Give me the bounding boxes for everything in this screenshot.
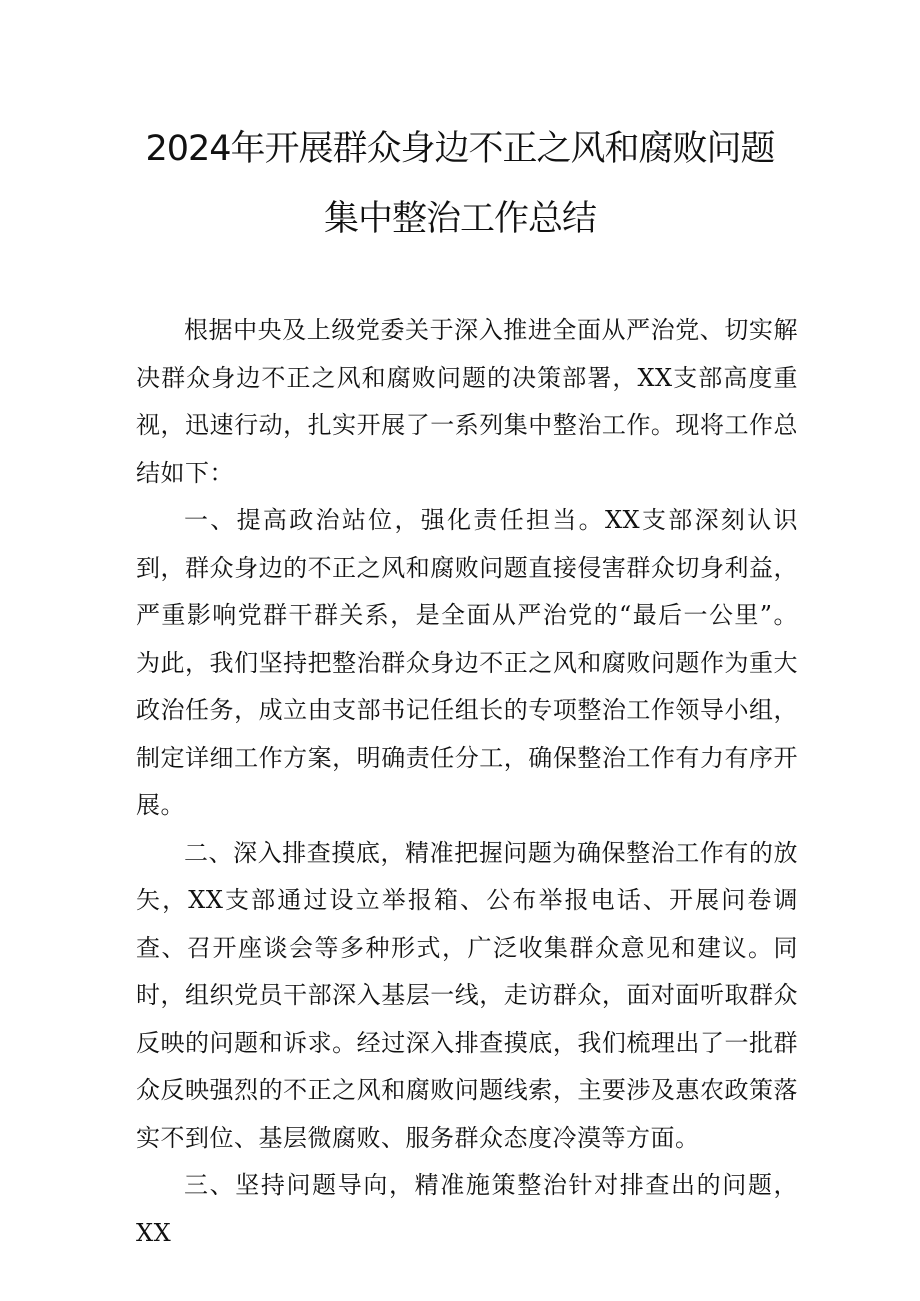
document-body	[136, 307, 798, 1257]
paragraph-section-1: 一、提高政治站位，强化责任担当。XX支部深刻认识到，群众身边的不正之风和腐败问题直接侵害群众切身利益，严重影响党群干群关系，是全面从严治党的“最后一公里”。为此，我们坚持把整治群众身边不正之风和腐败问题作为重大政治任务，成立由支部书记任组长的专项整治工作领导小组，制定详细工作方案，明确责任分工，确保整治工作有力有序开展。	[136, 506, 798, 819]
paragraph-intro: 根据中央及上级党委关于深入推进全面从严治党、切实解决群众身边不正之风和腐败问题的决策部署，XX支部高度重视，迅速行动，扎实开展了一系列集中整治工作。现将工作总结如下：	[136, 316, 798, 487]
document-title-line2: 集中整治工作总结	[323, 199, 596, 239]
paragraph-section-2: 二、深入排查摸底，精准把握问题为确保整治工作有的放矢，XX支部通过设立举报箱、公布举报电话、开展问卷调查、召开座谈会等多种形式，广泛收集群众意见和建议。同时，组织党员干部深入基层一线，走访群众，面对面听取群众反映的问题和诉求。经过深入排查摸底，我们梳理出了一批群众反映强烈的不正之风和腐败问题线索，主要涉及惠农政策落实不到位、基层微腐败、服务群众态度冷漠等方面。	[136, 838, 798, 1152]
document-title-line1: 2024年开展群众身边不正之风和腐败问题	[145, 129, 775, 169]
paragraph-section-3: 三、坚持问题导向，精准施策整治针对排查出的问题，XX	[136, 1171, 798, 1247]
